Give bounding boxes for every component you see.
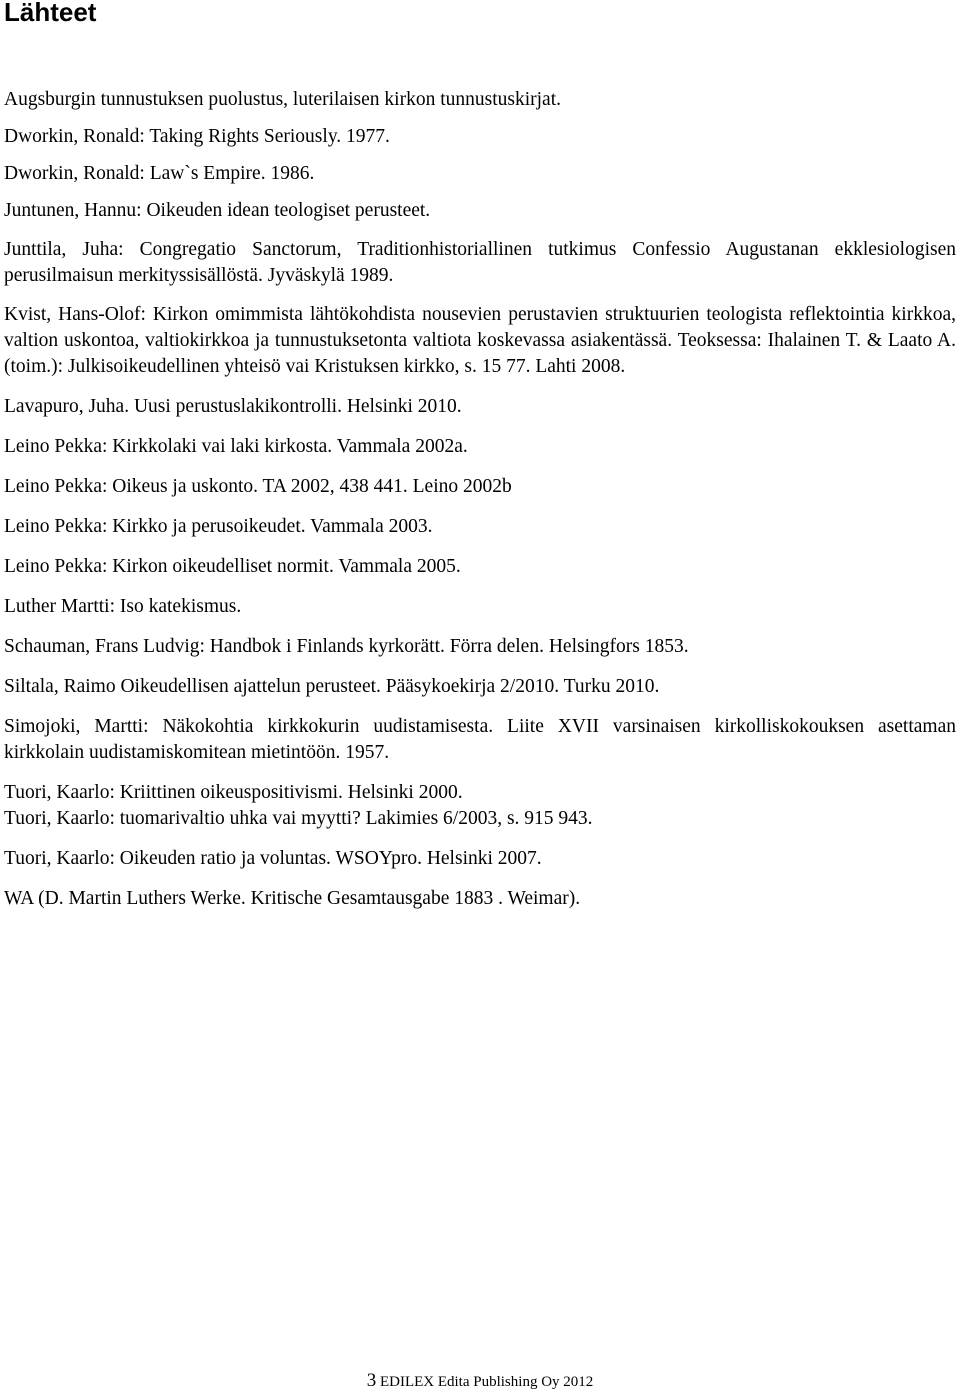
- page-number: 3: [366, 1370, 377, 1391]
- reference-item: Junttila, Juha: Congregatio Sanctorum, Traditionhistoriallinen tutkimus Confessio Augustanan ekklesiologisen perusilmaisun merkityssisällöstä. Jyväskylä 1989.: [4, 239, 956, 286]
- reference-item: Luther Martti: Iso katekismus.: [4, 596, 242, 617]
- reference-item: Leino Pekka: Kirkon oikeudelliset normit. Vammala 2005.: [4, 556, 461, 577]
- reference-item: Tuori, Kaarlo: Oikeuden ratio ja voluntas. WSOYpro. Helsinki 2007.: [4, 848, 542, 869]
- page-footer: [0, 1371, 960, 1392]
- reference-item: Lavapuro, Juha. Uusi perustuslakikontrolli. Helsinki 2010.: [4, 396, 462, 417]
- publisher-credit: EDILEX Edita Publishing Oy 2012: [379, 1374, 594, 1390]
- reference-item: Juntunen, Hannu: Oikeuden idean teologiset perusteet.: [4, 200, 431, 221]
- reference-item: Kvist, Hans-Olof: Kirkon omimmista lähtökohdista nousevien perustavien struktuurien teologista reflektointia kirkkoa, valtion uskontoa, valtiokirkkoa ja tunnustuksetonta valtiota koskevassa asiakentässä. Teoksessa: Ihalainen T. & Laato A. (toim.): Julkisoikeudellinen yhteisö vai Kristuksen kirkko, s. 15 77. Lahti 2008.: [4, 304, 956, 377]
- reference-item: Dworkin, Ronald: Law`s Empire. 1986.: [4, 163, 315, 184]
- reference-item: Augsburgin tunnustuksen puolustus, luterilaisen kirkon tunnustuskirjat.: [4, 89, 561, 110]
- page-title: Lähteet: [4, 0, 97, 27]
- reference-item: Schauman, Frans Ludvig: Handbok i Finlands kyrkorätt. Förra delen. Helsingfors 1853.: [4, 636, 689, 657]
- reference-list: [4, 87, 956, 912]
- reference-item: Tuori, Kaarlo: tuomarivaltio uhka vai myytti? Lakimies 6/2003, s. 915 943.: [4, 808, 593, 829]
- reference-item: Leino Pekka: Kirkko ja perusoikeudet. Vammala 2003.: [4, 516, 433, 537]
- reference-item: Siltala, Raimo Oikeudellisen ajattelun perusteet. Pääsykoekirja 2/2010. Turku 2010.: [4, 676, 660, 697]
- reference-item: Leino Pekka: Kirkkolaki vai laki kirkosta. Vammala 2002a.: [4, 436, 468, 457]
- reference-item: Leino Pekka: Oikeus ja uskonto. TA 2002, 438 441. Leino 2002b: [4, 476, 512, 497]
- reference-item: Simojoki, Martti: Näkokohtia kirkkokurin uudistamisesta. Liite XVII varsinaisen kirkolliskokouksen asettaman kirkkolain uudistamiskomitean mietintöön. 1957.: [4, 716, 956, 763]
- reference-item: WA (D. Martin Luthers Werke. Kritische Gesamtausgabe 1883 . Weimar).: [4, 888, 581, 909]
- reference-item: Tuori, Kaarlo: Kriittinen oikeuspositivismi. Helsinki 2000.: [4, 782, 463, 803]
- reference-item: Dworkin, Ronald: Taking Rights Seriously. 1977.: [4, 126, 390, 147]
